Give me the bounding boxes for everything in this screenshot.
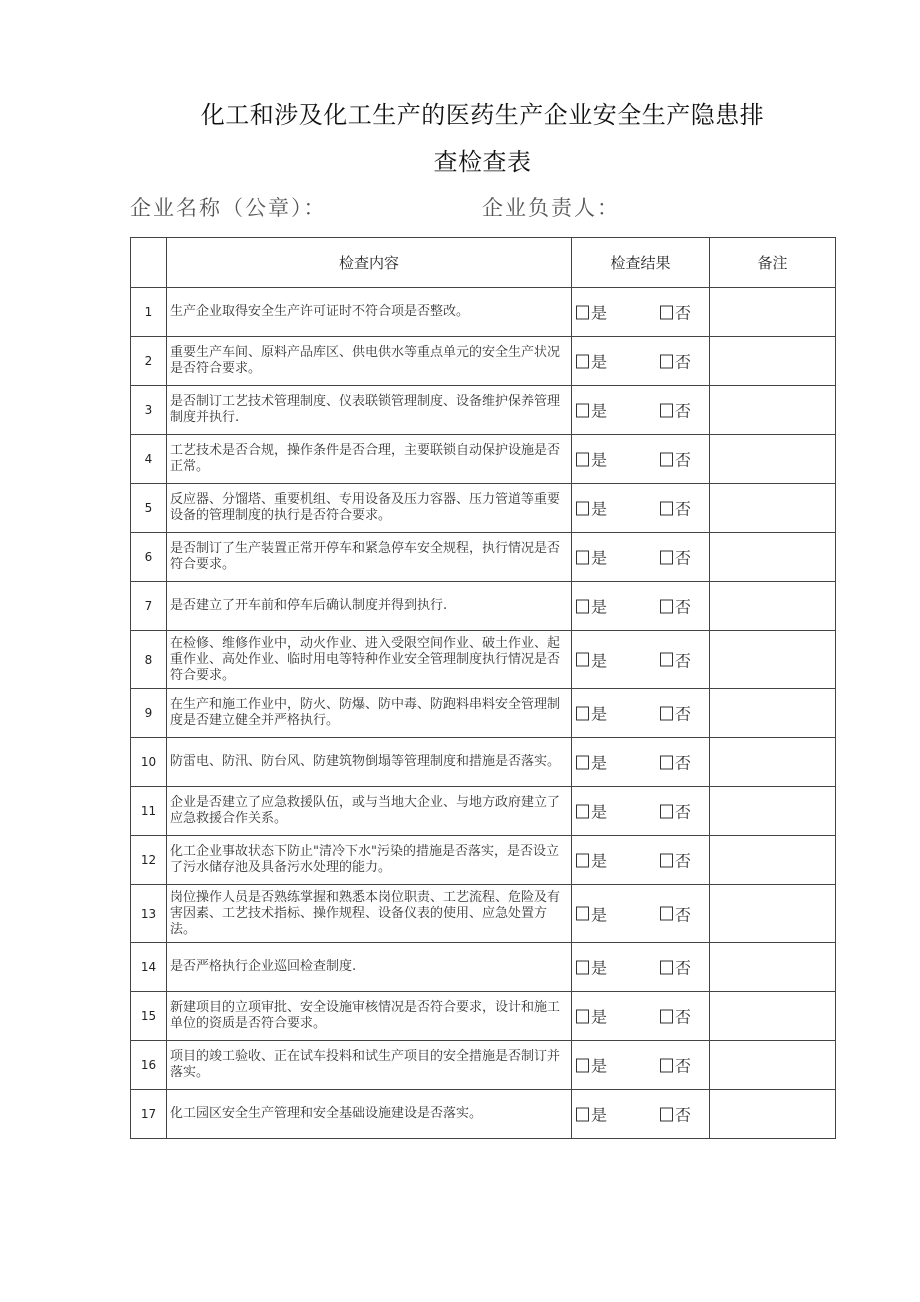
header-remark: 备注 <box>710 238 836 288</box>
row-remark[interactable] <box>710 836 836 885</box>
row-remark[interactable] <box>710 484 836 533</box>
no-option[interactable] <box>660 497 691 520</box>
row-content: 是否严格执行企业巡回检查制度. <box>167 943 572 992</box>
row-content: 新建项目的立项审批、安全设施审核情况是否符合要求，设计和施工单位的资质是否符合要求。 <box>167 992 572 1041</box>
yes-option[interactable] <box>576 702 607 725</box>
checkbox-icon[interactable] <box>576 755 589 769</box>
no-label: 否 <box>675 499 692 519</box>
checkbox-icon[interactable] <box>660 305 673 319</box>
table-row <box>131 1090 836 1139</box>
yes-label: 是 <box>591 401 608 421</box>
checkbox-icon[interactable] <box>660 452 673 466</box>
yes-option[interactable] <box>576 1005 607 1028</box>
yes-label: 是 <box>591 905 608 924</box>
row-remark[interactable] <box>710 689 836 738</box>
yes-option[interactable] <box>576 751 607 774</box>
no-option[interactable] <box>660 751 691 774</box>
row-remark[interactable] <box>710 288 836 337</box>
title-line-2: 查检查表 <box>433 148 532 176</box>
table-row <box>131 689 836 738</box>
no-option[interactable] <box>660 849 691 872</box>
row-number: 7 <box>131 582 167 631</box>
row-remark[interactable] <box>710 582 836 631</box>
row-result <box>572 836 710 885</box>
checkbox-icon[interactable] <box>660 653 673 667</box>
row-remark[interactable] <box>710 738 836 787</box>
yes-option[interactable] <box>576 902 607 925</box>
no-option[interactable] <box>660 595 691 618</box>
title-line-1: 化工和涉及化工生产的医药生产企业安全生产隐患排 <box>200 101 765 129</box>
table-row <box>131 484 836 533</box>
checkbox-icon[interactable] <box>576 853 589 867</box>
yes-label: 是 <box>591 651 608 670</box>
no-label: 否 <box>675 704 692 724</box>
row-remark[interactable] <box>710 1090 836 1139</box>
yes-label: 是 <box>591 958 608 978</box>
yes-option[interactable] <box>576 448 607 471</box>
yes-label: 是 <box>591 753 608 773</box>
row-remark[interactable] <box>710 885 836 943</box>
yes-option[interactable] <box>576 956 607 979</box>
row-content: 是否制订了生产装置正常开停车和紧急停车安全规程，执行情况是否符合要求。 <box>167 533 572 582</box>
checkbox-icon[interactable] <box>576 1058 589 1072</box>
no-label: 否 <box>675 802 692 822</box>
row-number: 5 <box>131 484 167 533</box>
no-option[interactable] <box>660 956 691 979</box>
table-row <box>131 582 836 631</box>
table-row <box>131 836 836 885</box>
row-number: 1 <box>131 288 167 337</box>
checkbox-icon[interactable] <box>576 907 589 921</box>
checkbox-icon[interactable] <box>660 354 673 368</box>
checkbox-icon[interactable] <box>576 1009 589 1023</box>
yes-label: 是 <box>591 548 608 568</box>
table-row <box>131 386 836 435</box>
header-result: 检查结果 <box>572 238 710 288</box>
row-result <box>572 738 710 787</box>
no-label: 否 <box>675 851 692 871</box>
row-content: 企业是否建立了应急救援队伍，或与当地大企业、与地方政府建立了应急救援合作关系。 <box>167 787 572 836</box>
checkbox-icon[interactable] <box>576 960 589 974</box>
no-label: 否 <box>675 1007 692 1027</box>
checkbox-icon[interactable] <box>576 501 589 515</box>
row-content: 反应器、分馏塔、重要机组、专用设备及压力容器、压力管道等重要设备的管理制度的执行是否符合要求。 <box>167 484 572 533</box>
checkbox-icon[interactable] <box>576 1107 589 1121</box>
table-row <box>131 533 836 582</box>
row-number: 10 <box>131 738 167 787</box>
checkbox-icon[interactable] <box>660 403 673 417</box>
row-remark[interactable] <box>710 1041 836 1090</box>
row-number: 12 <box>131 836 167 885</box>
no-option[interactable] <box>660 399 691 422</box>
row-result <box>572 288 710 337</box>
table-row <box>131 435 836 484</box>
row-result <box>572 386 710 435</box>
yes-option[interactable] <box>576 1103 607 1126</box>
table-row <box>131 631 836 689</box>
table-row <box>131 738 836 787</box>
table-row <box>131 337 836 386</box>
table-row <box>131 1041 836 1090</box>
row-remark[interactable] <box>710 337 836 386</box>
row-number: 17 <box>131 1090 167 1139</box>
inspection-table <box>130 237 836 1139</box>
row-remark[interactable] <box>710 386 836 435</box>
yes-option[interactable] <box>576 595 607 618</box>
no-label: 否 <box>675 1105 692 1125</box>
row-content: 在检修、维修作业中，动火作业、进入受限空间作业、破土作业、起重作业、高处作业、临时用电等特种作业安全管理制度执行情况是否符合要求。 <box>167 631 572 689</box>
checkbox-icon[interactable] <box>576 354 589 368</box>
row-remark[interactable] <box>710 631 836 689</box>
checkbox-icon[interactable] <box>576 706 589 720</box>
table-row <box>131 943 836 992</box>
yes-option[interactable] <box>576 350 607 373</box>
checkbox-icon[interactable] <box>576 403 589 417</box>
yes-option[interactable] <box>576 800 607 823</box>
row-result <box>572 943 710 992</box>
no-option[interactable] <box>660 1054 691 1077</box>
checkbox-icon[interactable] <box>660 960 673 974</box>
checkbox-icon[interactable] <box>660 804 673 818</box>
yes-label: 是 <box>591 352 608 372</box>
yes-option[interactable] <box>576 546 607 569</box>
row-content: 防雷电、防汛、防台风、防建筑物倒塌等管理制度和措施是否落实。 <box>167 738 572 787</box>
no-label: 否 <box>675 401 692 421</box>
no-label: 否 <box>675 651 692 670</box>
no-label: 否 <box>675 548 692 568</box>
row-remark[interactable] <box>710 943 836 992</box>
yes-label: 是 <box>591 1056 608 1076</box>
row-content: 重要生产车间、原料产品库区、供电供水等重点单元的安全生产状况是否符合要求。 <box>167 337 572 386</box>
row-result <box>572 533 710 582</box>
no-option[interactable] <box>660 902 691 925</box>
checkbox-icon[interactable] <box>576 804 589 818</box>
no-option[interactable] <box>660 301 691 324</box>
checkbox-icon[interactable] <box>660 599 673 613</box>
table-row <box>131 885 836 943</box>
row-number: 4 <box>131 435 167 484</box>
no-label: 否 <box>675 450 692 470</box>
row-remark[interactable] <box>710 787 836 836</box>
yes-option[interactable] <box>576 301 607 324</box>
row-number: 13 <box>131 885 167 943</box>
table-header-row <box>131 238 836 288</box>
row-result <box>572 484 710 533</box>
checkbox-icon[interactable] <box>660 1009 673 1023</box>
row-result <box>572 1041 710 1090</box>
yes-label: 是 <box>591 499 608 519</box>
row-result <box>572 885 710 943</box>
row-number: 15 <box>131 992 167 1041</box>
checkbox-icon[interactable] <box>576 653 589 667</box>
checkbox-icon[interactable] <box>576 599 589 613</box>
yes-label: 是 <box>591 802 608 822</box>
checkbox-icon[interactable] <box>660 550 673 564</box>
yes-label: 是 <box>591 1105 608 1125</box>
row-result <box>572 435 710 484</box>
row-result <box>572 1090 710 1139</box>
checkbox-icon[interactable] <box>660 1107 673 1121</box>
row-result <box>572 582 710 631</box>
no-label: 否 <box>675 905 692 924</box>
yes-label: 是 <box>591 450 608 470</box>
row-content: 项目的竣工验收、正在试车投料和试生产项目的安全措施是否制订并落实。 <box>167 1041 572 1090</box>
row-content: 工艺技术是否合规，操作条件是否合理，主要联锁自动保护设施是否正常。 <box>167 435 572 484</box>
table-row <box>131 288 836 337</box>
row-number: 8 <box>131 631 167 689</box>
yes-option[interactable] <box>576 1054 607 1077</box>
yes-label: 是 <box>591 303 608 323</box>
no-option[interactable] <box>660 546 691 569</box>
checkbox-icon[interactable] <box>576 550 589 564</box>
row-result <box>572 992 710 1041</box>
no-label: 否 <box>675 352 692 372</box>
no-label: 否 <box>675 303 692 323</box>
yes-option[interactable] <box>576 399 607 422</box>
row-content: 在生产和施工作业中，防火、防爆、防中毒、防跑料串料安全管理制度是否建立健全并严格执行。 <box>167 689 572 738</box>
row-content: 是否制订工艺技术管理制度、仪表联锁管理制度、设备维护保养管理制度并执行. <box>167 386 572 435</box>
header-content: 检查内容 <box>167 238 572 288</box>
yes-label: 是 <box>591 1007 608 1027</box>
no-option[interactable] <box>660 800 691 823</box>
no-option[interactable] <box>660 702 691 725</box>
row-content: 岗位操作人员是否熟练掌握和熟悉本岗位职责、工艺流程、危险及有害因素、工艺技术指标、操作规程、设备仪表的使用、应急处置方法。 <box>167 885 572 943</box>
checkbox-icon[interactable] <box>660 501 673 515</box>
row-result <box>572 787 710 836</box>
no-option[interactable] <box>660 1005 691 1028</box>
yes-label: 是 <box>591 851 608 871</box>
no-option[interactable] <box>660 448 691 471</box>
row-content: 化工企业事故状态下防止"清冷下水"污染的措施是否落实，是否设立了污水储存池及具备污水处理的能力。 <box>167 836 572 885</box>
row-number: 2 <box>131 337 167 386</box>
yes-option[interactable] <box>576 497 607 520</box>
checkbox-icon[interactable] <box>576 305 589 319</box>
row-number: 6 <box>131 533 167 582</box>
row-number: 3 <box>131 386 167 435</box>
row-number: 14 <box>131 943 167 992</box>
yes-label: 是 <box>591 597 608 617</box>
yes-option[interactable] <box>576 849 607 872</box>
checkbox-icon[interactable] <box>660 1058 673 1072</box>
checkbox-icon[interactable] <box>660 853 673 867</box>
row-number: 11 <box>131 787 167 836</box>
checkbox-icon[interactable] <box>660 755 673 769</box>
checkbox-icon[interactable] <box>660 907 673 921</box>
row-remark[interactable] <box>710 435 836 484</box>
row-number: 9 <box>131 689 167 738</box>
no-option[interactable] <box>660 350 691 373</box>
no-label: 否 <box>675 753 692 773</box>
no-option[interactable] <box>660 648 691 671</box>
row-result <box>572 631 710 689</box>
yes-option[interactable] <box>576 648 607 671</box>
row-result <box>572 689 710 738</box>
no-label: 否 <box>675 958 692 978</box>
company-name-label: 企业名称（公章）： <box>130 196 327 220</box>
header-number <box>131 238 167 288</box>
row-content: 生产企业取得安全生产许可证时不符合项是否整改。 <box>167 288 572 337</box>
no-label: 否 <box>675 597 692 617</box>
checkbox-icon[interactable] <box>576 452 589 466</box>
company-manager-label: 企业负责人： <box>482 196 620 220</box>
checkbox-icon[interactable] <box>660 706 673 720</box>
row-result <box>572 337 710 386</box>
table-row <box>131 787 836 836</box>
document-title <box>130 92 835 186</box>
row-content: 化工园区安全生产管理和安全基础设施建设是否落实。 <box>167 1090 572 1139</box>
row-content: 是否建立了开车前和停车后确认制度并得到执行. <box>167 582 572 631</box>
yes-label: 是 <box>591 704 608 724</box>
table-row <box>131 992 836 1041</box>
row-remark[interactable] <box>710 533 836 582</box>
row-number: 16 <box>131 1041 167 1090</box>
no-label: 否 <box>675 1056 692 1076</box>
row-remark[interactable] <box>710 992 836 1041</box>
no-option[interactable] <box>660 1103 691 1126</box>
